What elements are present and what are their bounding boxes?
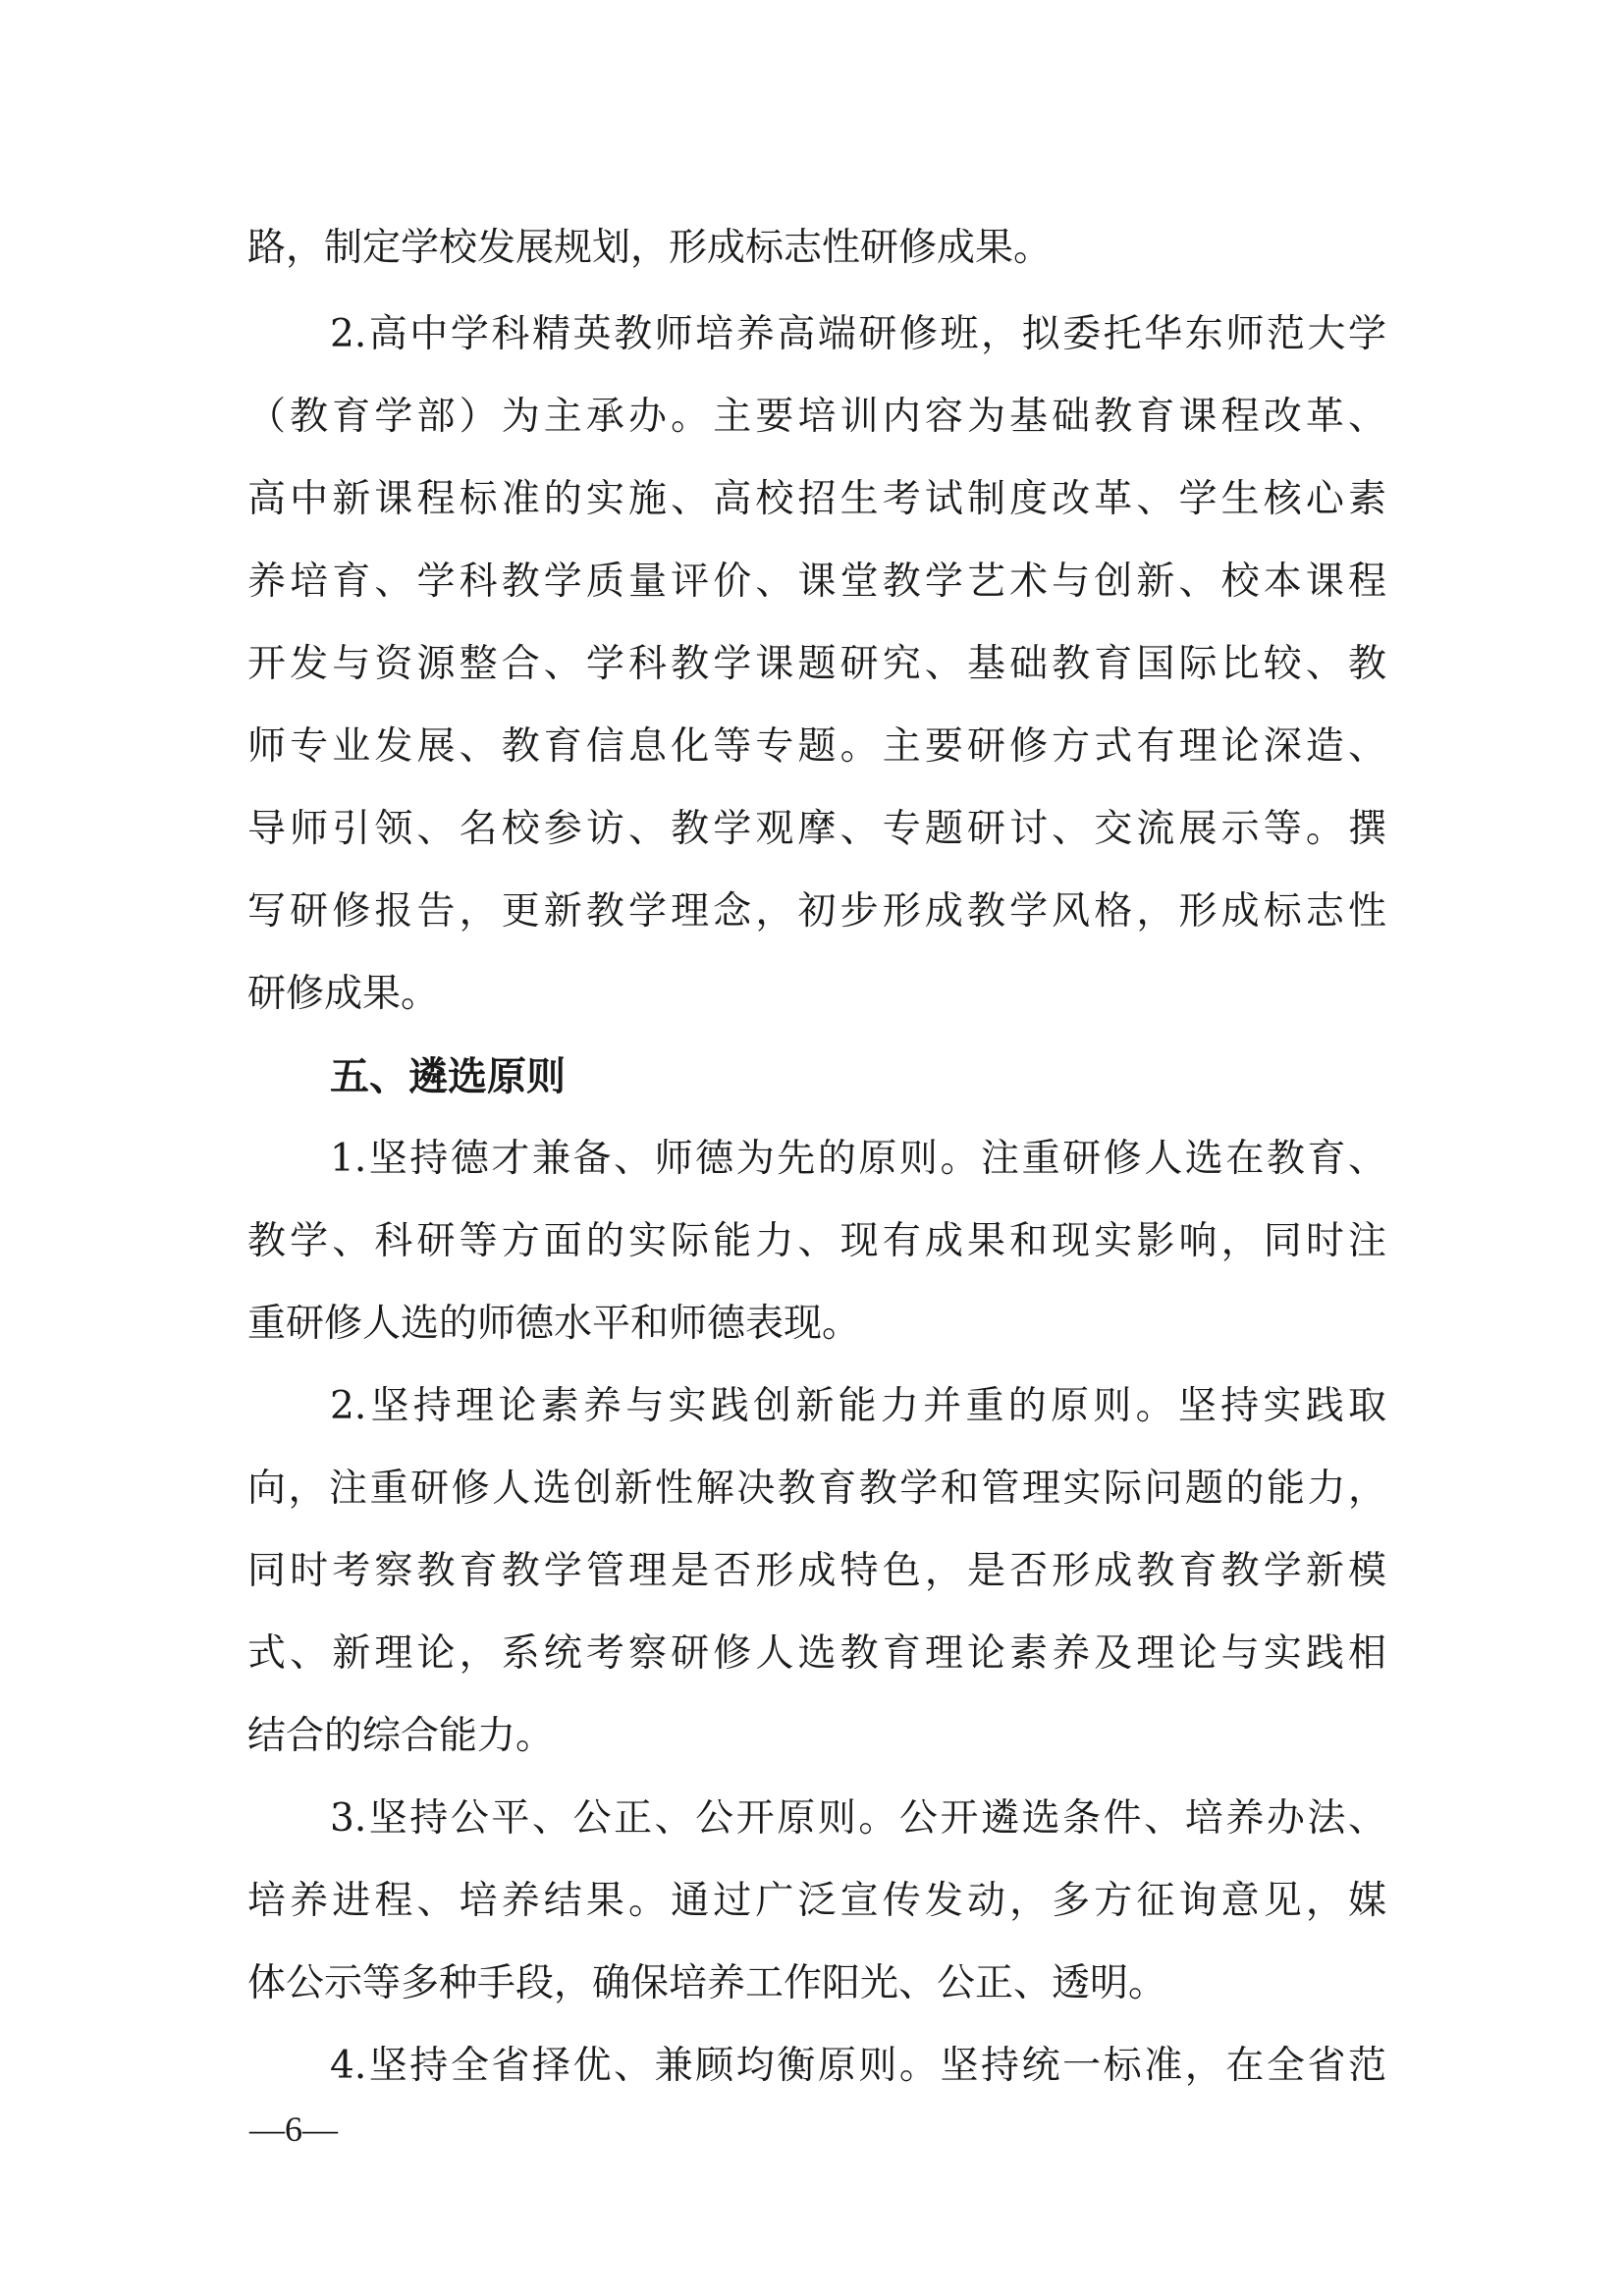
text-line: 结合的综合能力。 (247, 1714, 555, 1758)
paragraph-first-line: 2.高中学科精英教师培养高端研修班，拟委托华东师范大学 (330, 312, 1386, 356)
text-line: 体公示等多种手段，确保培养工作阳光、公正、透明。 (247, 1961, 1167, 2005)
page-number: —6— (249, 2109, 338, 2149)
text-line: 养培育、学科教学质量评价、课堂教学艺术与创新、校本课程 (247, 560, 1386, 604)
text-line: 路，制定学校发展规划，形成标志性研修成果。 (247, 226, 1053, 270)
text-line: 式、新理论，系统考察研修人选教育理论素养及理论与实践相 (247, 1631, 1386, 1676)
text-line: （教育学部）为主承办。主要培训内容为基础教育课程改革、 (247, 395, 1386, 439)
text-line: 研修成果。 (247, 972, 440, 1016)
section-heading: 五、遴选原则 (330, 1054, 566, 1099)
text-line: 写研修报告，更新教学理念，初步形成教学风格，形成标志性 (247, 889, 1386, 934)
text-line: 同时考察教育教学管理是否形成特色，是否形成教育教学新模 (247, 1549, 1386, 1593)
paragraph-first-line: 4.坚持全省择优、兼顾均衡原则。坚持统一标准，在全省范 (330, 2044, 1386, 2088)
text-line: 教学、科研等方面的实际能力、现有成果和现实影响，同时注 (247, 1219, 1386, 1263)
text-line: 导师引领、名校参访、教学观摩、专题研讨、交流展示等。撰 (247, 807, 1386, 851)
text-line: 培养进程、培养结果。通过广泛宣传发动，多方征询意见，媒 (247, 1879, 1386, 1923)
paragraph-first-line: 1.坚持德才兼备、师德为先的原则。注重研修人选在教育、 (330, 1137, 1386, 1181)
text-line: 师专业发展、教育信息化等专题。主要研修方式有理论深造、 (247, 724, 1386, 769)
text-line: 开发与资源整合、学科教学课题研究、基础教育国际比较、教 (247, 642, 1386, 686)
paragraph-first-line: 2.坚持理论素养与实践创新能力并重的原则。坚持实践取 (330, 1384, 1386, 1428)
text-line: 高中新课程标准的实施、高校招生考试制度改革、学生核心素 (247, 477, 1386, 521)
text-line: 向，注重研修人选创新性解决教育教学和管理实际问题的能力， (247, 1467, 1386, 1511)
text-line: 重研修人选的师德水平和师德表现。 (247, 1302, 861, 1346)
paragraph-first-line: 3.坚持公平、公正、公开原则。公开遴选条件、培养办法、 (330, 1796, 1386, 1841)
